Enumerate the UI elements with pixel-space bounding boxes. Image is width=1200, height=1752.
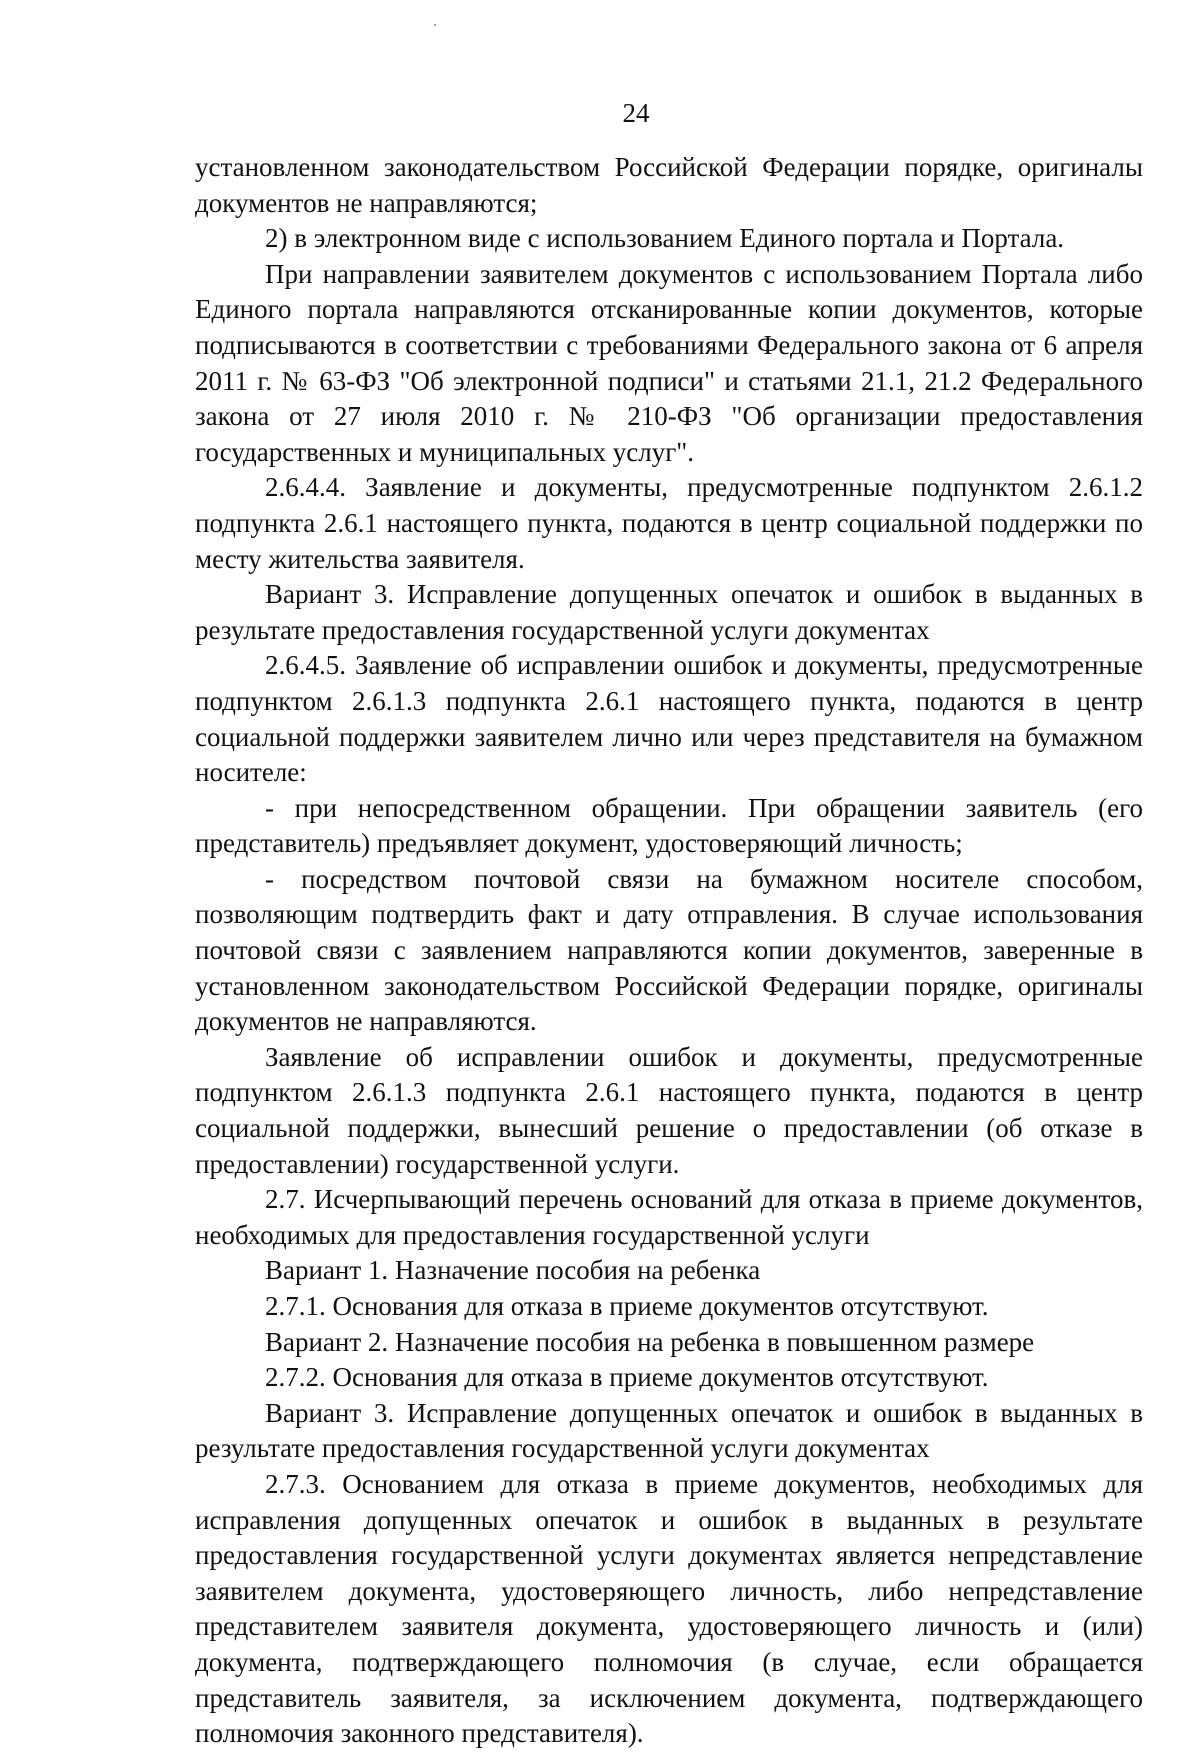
paragraph: 2.7. Исчерпывающий перечень оснований для отказа в приеме документов, необходимых для предоставления государственной услуги	[195, 1184, 1143, 1250]
page-number: 24	[622, 98, 650, 128]
paragraph: Заявление об исправлении ошибок и документы, предусмотренные подпунктом 2.6.1.3 подпункта 2.6.1 настоящего пункта, подаются в центр социальной поддержки, вынесший решение о предоставлении (об отказе в предоставлении) государственной услуги.	[195, 1041, 1143, 1179]
paragraph: 2) в электронном виде с использованием Единого портала и Портала.	[265, 223, 1065, 254]
paragraph: 2.6.4.4. Заявление и документы, предусмотренные подпунктом 2.6.1.2 подпункта 2.6.1 настоящего пункта, подаются в центр социальной поддержки по месту жительства заявителя.	[195, 472, 1143, 574]
scan-speck	[434, 24, 436, 26]
paragraph: - при непосредственном обращении. При обращении заявитель (его представитель) предъявляет документ, удостоверяющий личность;	[195, 792, 1143, 859]
paragraph: Вариант 3. Исправление допущенных опечаток и ошибок в выданных в результате предоставления государственной услуги документах	[195, 579, 1143, 645]
paragraph: установленном законодательством Российской Федерации порядке, оригиналы документов не направляются;	[195, 152, 1143, 218]
paragraph: 2.7.2. Основания для отказа в приеме документов отсутствуют.	[265, 1362, 989, 1393]
paragraph: - посредством почтовой связи на бумажном носителе способом, позволяющим подтвердить факт и дату отправления. В случае использования почтовой связи с заявлением направляются копии документов, заверенные в установленном законодательством Российской Федерации порядке, оригиналы документов не направляются.	[195, 863, 1143, 1037]
paragraph: При направлении заявителем документов с использованием Портала либо Единого портала направляются отсканированные копии документов, которые подписываются в соответствии с требованиями Федерального закона от 6 апреля 2011 г. № 63-ФЗ "Об электронной подписи" и статьями 21.1, 21.2 Федерального закона от 27 июля 2010 г. № 210-ФЗ "Об организации предоставления государственных и муниципальных услуг".	[195, 258, 1143, 467]
paragraph: Вариант 3. Исправление допущенных опечаток и ошибок в выданных в результате предоставления государственной услуги документах	[195, 1397, 1143, 1464]
paragraph: 2.7.1. Основания для отказа в приеме документов отсутствуют.	[265, 1291, 989, 1321]
paragraph: 2.7.3. Основанием для отказа в приеме документов, необходимых для исправления допущенных опечаток и ошибок в выданных в результате предоставления государственной услуги документах является непредставление заявителем документа, удостоверяющего личность, либо непредставление представителем заявителя документа, удостоверяющего личность и (или) документа, подтверждающего полномочия (в случае, если обращается представитель заявителя, за исключением документа, подтверждающего полномочия законного представителя).	[195, 1468, 1143, 1749]
paragraph: Вариант 1. Назначение пособия на ребенка	[265, 1255, 761, 1286]
paragraph: Вариант 2. Назначение пособия на ребенка в повышенном размере	[265, 1326, 1035, 1357]
document-body	[195, 150, 1143, 1752]
paragraph: 2.6.4.5. Заявление об исправлении ошибок и документы, предусмотренные подпунктом 2.6.1.3 подпункта 2.6.1 настоящего пункта, подаются в центр социальной поддержки заявителем лично или через представителя на бумажном носителе:	[195, 650, 1143, 788]
